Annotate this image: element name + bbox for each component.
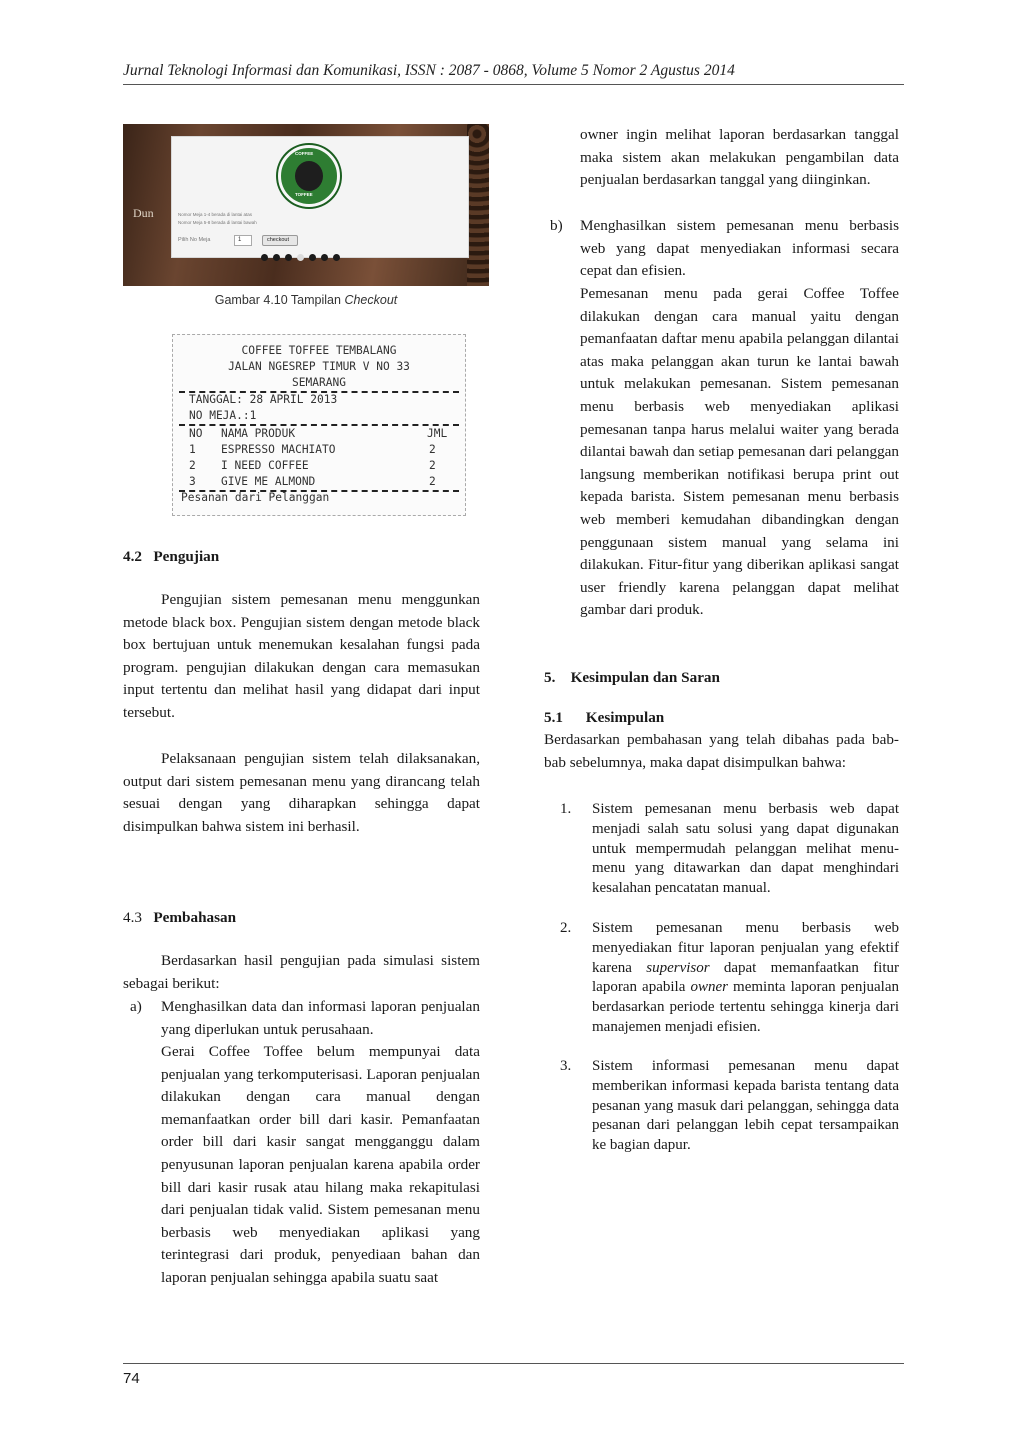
section-number: 5.1 bbox=[544, 709, 563, 726]
conclusion-number: 1. bbox=[560, 801, 572, 817]
conclusion-item-2-text-b: dapat memanfaatkan fitur laporan apabila bbox=[592, 959, 899, 996]
list-marker-b: b) bbox=[550, 217, 563, 234]
receipt-row-no: 1 bbox=[189, 443, 196, 456]
receipt-footer: Pesanan dari Pelanggan bbox=[181, 491, 330, 504]
figure-caption bbox=[123, 293, 489, 307]
header-rule bbox=[123, 84, 904, 85]
receipt-row-qty: 2 bbox=[429, 475, 436, 488]
slider-dot[interactable] bbox=[261, 254, 268, 261]
conclusion-number: 3. bbox=[560, 1058, 572, 1074]
section-title: Pengujian bbox=[153, 548, 220, 565]
slider-dot[interactable] bbox=[273, 254, 280, 261]
screen-info-line1: Nomor Meja 1-4 berada di lantai atas bbox=[178, 212, 253, 217]
slider-dot-active[interactable] bbox=[297, 254, 304, 261]
conclusion-item-1: Sistem pemesanan menu berbasis web dapat menjadi salah satu solusi yang dapat digunakan untuk mempermudah pelanggan melihat menu-menu yang ditawarkan dan dapat menghindari kesalahan pencatatan manual. bbox=[592, 801, 899, 897]
journal-header: Jurnal Teknologi Informasi dan Komunikasi, ISSN : 2087 - 0868, Volume 5 Nomor 2 Agustus 2014 bbox=[123, 62, 735, 79]
receipt-col-no: NO bbox=[189, 427, 203, 440]
slider-dot[interactable] bbox=[333, 254, 340, 261]
coffee-toffee-logo bbox=[278, 145, 340, 207]
screen-info-line2: Nomor Meja 5-8 berada di lantai bawah bbox=[178, 220, 257, 225]
receipt-row-no: 2 bbox=[189, 459, 196, 472]
conclusion-item-3: Sistem informasi pemesanan menu dapat memberikan informasi kepada barista tentang data pesanan yang masuk dari pelanggan, sehingga data pesanan dari pelanggan lebih cepat tersampaikan ke bagian dapur. bbox=[592, 1058, 899, 1154]
receipt-row-name: I NEED COFFEE bbox=[221, 459, 309, 472]
list-item-a-body: Gerai Coffee Toffee belum mempunyai data penjualan yang terkomputerisasi. Laporan penjualan dilakukan dengan cara manual dengan memanfaatkan order bill dari kasir. Pemanfaatan order bill dari kasir sangat mengganggu dalam penyusunan laporan penjualan karena apabila order bill dari kasir rusak atau hilang maka rekapitulasi dari penjualan tidak valid. Sistem pemesanan menu berbasis web menyediakan aplikasi yang terintegrasi dari produk, penyediaan bahan dan laporan penjualan sehingga apabila suatu saat bbox=[161, 1043, 480, 1286]
list-item-a-title: Menghasilkan data dan informasi laporan penjualan yang diperlukan untuk perusahaan. bbox=[161, 998, 480, 1038]
section-heading-5-1 bbox=[544, 709, 664, 727]
checkout-button-label: checkout bbox=[267, 237, 290, 243]
caption-prefix: Gambar 4.10 Tampilan bbox=[214, 293, 345, 307]
checkout-button[interactable] bbox=[262, 235, 298, 246]
conclusion-number: 2. bbox=[560, 920, 572, 936]
coffee-beans-decoration bbox=[467, 124, 489, 286]
receipt-row-qty: 2 bbox=[429, 443, 436, 456]
list-item-b-title: Menghasilkan sistem pemesanan menu berbasis web yang dapat menyediakan informasi secara cepat dan efisien. bbox=[580, 217, 899, 280]
section-heading-5 bbox=[544, 669, 720, 687]
conclusion-item-2-em-owner: owner bbox=[690, 979, 728, 996]
receipt-title-2: JALAN NGESREP TIMUR V NO 33 bbox=[228, 360, 410, 373]
paragraph-pengujian-2: Pelaksanaan pengujian sistem telah dilaksanakan, output dari sistem pemesanan menu yang dirancang telah sesuai dengan yang diharapkan sehingga dapat disimpulkan bahwa sistem ini berhasil. bbox=[123, 750, 480, 835]
receipt-date: TANGGAL: 28 APRIL 2013 bbox=[189, 393, 338, 406]
receipt-row-qty: 2 bbox=[429, 459, 436, 472]
conclusion-item-2-text-a: Sistem pemesanan menu berbasis web menyediakan fitur laporan penjualan yang efektif karena bbox=[592, 920, 899, 976]
caption-italic: Checkout bbox=[344, 293, 398, 307]
conclusion-item-2 bbox=[592, 919, 899, 1038]
paragraph-pengujian-1: Pengujian sistem pemesanan menu menggunkan metode black box. Pengujian sistem dengan metode black box bertujuan untuk menemukan kesalahan fungsi pada program. pengujian dilakukan dengan cara memasukan input tertentu dan melihat hasil yang didapat dari input tersebut. bbox=[123, 591, 480, 721]
section-title: Kesimpulan dan Saran bbox=[570, 669, 720, 686]
receipt-printout bbox=[172, 334, 466, 516]
section-number: 4.3 bbox=[123, 909, 142, 926]
receipt-col-qty: JML bbox=[427, 427, 448, 440]
slider-dot[interactable] bbox=[309, 254, 316, 261]
receipt-divider bbox=[179, 424, 459, 426]
receipt-table-number: NO MEJA.:1 bbox=[189, 409, 257, 422]
page-number: 74 bbox=[123, 1370, 140, 1387]
list-item-a-continued: owner ingin melihat laporan berdasarkan tanggal maka sistem akan melakukan pengambilan data penjualan berdasarkan tanggal yang diinginkan. bbox=[580, 126, 899, 189]
receipt-row-name: ESPRESSO MACHIATO bbox=[221, 443, 336, 456]
footer-rule bbox=[123, 1363, 904, 1364]
table-select-label: Pilih No Meja bbox=[178, 237, 211, 243]
section-number: 4.2 bbox=[123, 548, 142, 565]
receipt-title-3: SEMARANG bbox=[292, 376, 346, 389]
paragraph-pembahasan: Berdasarkan hasil pengujian pada simulasi sistem sebagai berikut: bbox=[123, 952, 480, 992]
slider-dot[interactable] bbox=[285, 254, 292, 261]
section-title: Pembahasan bbox=[153, 909, 237, 926]
slider-dots bbox=[261, 254, 340, 261]
slider-dot[interactable] bbox=[321, 254, 328, 261]
section-heading-4-2 bbox=[123, 548, 219, 566]
side-text: Dun bbox=[133, 206, 154, 220]
receipt-col-name: NAMA PRODUK bbox=[221, 427, 296, 440]
logo-text-bottom: TOFFEE bbox=[295, 192, 313, 197]
checkout-screenshot bbox=[123, 124, 489, 286]
table-number-value: 1 bbox=[238, 237, 242, 243]
section-heading-4-3 bbox=[123, 909, 236, 927]
conclusion-item-2-text-c: meminta laporan penjualan berdasarkan periode tertentu sehingga kinerja dari manajemen menjadi efisien. bbox=[592, 979, 899, 1035]
table-number-select[interactable] bbox=[234, 235, 252, 246]
conclusion-item-2-em-supervisor: supervisor bbox=[646, 959, 710, 976]
receipt-row-no: 3 bbox=[189, 475, 196, 488]
receipt-title-1: COFFEE TOFFEE TEMBALANG bbox=[241, 344, 397, 357]
list-item-b-body: Pemesanan menu pada gerai Coffee Toffee dilakukan dengan cara manual yaitu dengan pemanfaatan daftar menu apabila pelanggan dilantai atas maka pelanggan akan turun ke lantai bawah untuk melakukan pemesanan. Sistem pemesanan menu berbasis web menyediakan aplikasi pemesanan tanpa harus melalui waiter yang berada dilantai bawah dan setiap pemesanan dari pelanggan langsung memberikan notifikasi berupa print out kepada barista. Sistem pemesanan menu berbasis web memberi kemudahan dibandingkan dengan penggunaan sistem manual yang selama ini dilakukan. Fitur-fitur yang diberikan aplikasi sangat user friendly karena pelanggan dapat melihat gambar dari produk. bbox=[580, 285, 899, 619]
checkout-panel bbox=[171, 136, 469, 258]
coffee-cup-icon bbox=[295, 161, 323, 191]
section-title: Kesimpulan bbox=[585, 709, 665, 726]
receipt-row-name: GIVE ME ALMOND bbox=[221, 475, 316, 488]
section-number: 5. bbox=[544, 669, 556, 686]
paragraph-kesimpulan-intro: Berdasarkan pembahasan yang telah dibahas pada bab-bab sebelumnya, maka dapat disimpulkan bahwa: bbox=[544, 731, 899, 771]
logo-text-top: COFFEE bbox=[295, 151, 314, 156]
list-marker-a: a) bbox=[130, 998, 142, 1015]
